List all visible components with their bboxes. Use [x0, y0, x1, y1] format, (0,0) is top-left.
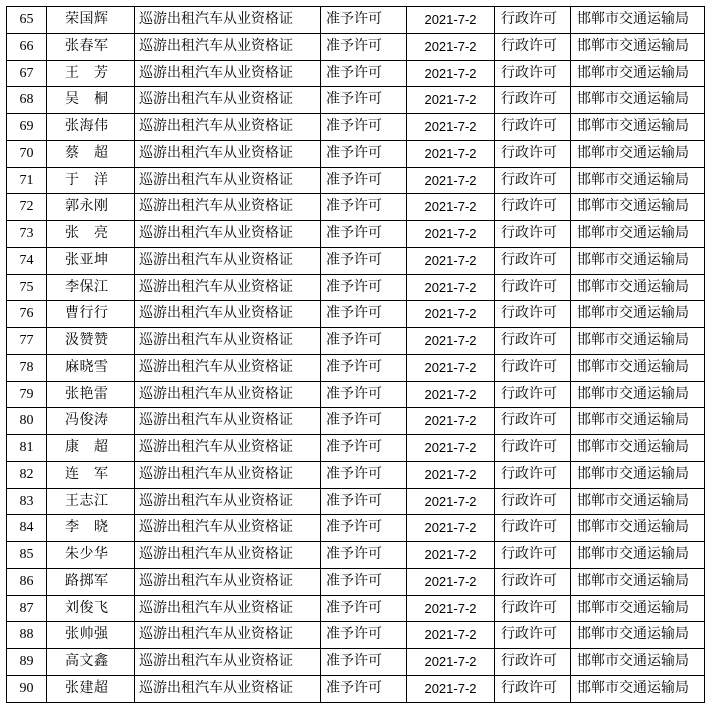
serial-number-cell: 66 [7, 33, 47, 60]
applicant-name-cell: 张建超 [47, 675, 135, 702]
permit-item-cell: 巡游出租汽车从业资格证 [135, 515, 321, 542]
applicant-name-cell: 张帅强 [47, 622, 135, 649]
issuing-authority-cell: 邯郸市交通运输局 [571, 568, 705, 595]
decision-result-cell: 准予许可 [321, 568, 407, 595]
permit-item-cell: 巡游出租汽车从业资格证 [135, 60, 321, 87]
applicant-name-cell: 冯俊涛 [47, 408, 135, 435]
decision-result-cell: 准予许可 [321, 542, 407, 569]
permit-type-cell: 行政许可 [495, 247, 571, 274]
applicant-name-cell: 荣国辉 [47, 7, 135, 34]
issuing-authority-cell: 邯郸市交通运输局 [571, 87, 705, 114]
table-row [7, 515, 705, 542]
permit-item-cell: 巡游出租汽车从业资格证 [135, 114, 321, 141]
table-row [7, 274, 705, 301]
table-row [7, 488, 705, 515]
serial-number-cell: 73 [7, 221, 47, 248]
applicant-name-cell: 路掷军 [47, 568, 135, 595]
permit-type-cell: 行政许可 [495, 408, 571, 435]
issuing-authority-cell: 邯郸市交通运输局 [571, 247, 705, 274]
table-row [7, 140, 705, 167]
serial-number-cell: 85 [7, 542, 47, 569]
applicant-name-cell: 张 亮 [47, 221, 135, 248]
issuing-authority-cell: 邯郸市交通运输局 [571, 675, 705, 702]
permit-item-cell: 巡游出租汽车从业资格证 [135, 194, 321, 221]
permit-item-cell: 巡游出租汽车从业资格证 [135, 675, 321, 702]
decision-date-cell: 2021-7-2 [407, 675, 495, 702]
permit-item-cell: 巡游出租汽车从业资格证 [135, 274, 321, 301]
permit-item-cell: 巡游出租汽车从业资格证 [135, 595, 321, 622]
permit-item-cell: 巡游出租汽车从业资格证 [135, 87, 321, 114]
table-row [7, 675, 705, 702]
permit-table [6, 6, 705, 703]
decision-result-cell: 准予许可 [321, 595, 407, 622]
issuing-authority-cell: 邯郸市交通运输局 [571, 328, 705, 355]
issuing-authority-cell: 邯郸市交通运输局 [571, 515, 705, 542]
serial-number-cell: 69 [7, 114, 47, 141]
permit-type-cell: 行政许可 [495, 328, 571, 355]
permit-type-cell: 行政许可 [495, 515, 571, 542]
decision-result-cell: 准予许可 [321, 60, 407, 87]
decision-result-cell: 准予许可 [321, 194, 407, 221]
decision-result-cell: 准予许可 [321, 221, 407, 248]
table-row [7, 622, 705, 649]
issuing-authority-cell: 邯郸市交通运输局 [571, 649, 705, 676]
decision-date-cell: 2021-7-2 [407, 435, 495, 462]
permit-type-cell: 行政许可 [495, 60, 571, 87]
permit-item-cell: 巡游出租汽车从业资格证 [135, 542, 321, 569]
permit-item-cell: 巡游出租汽车从业资格证 [135, 140, 321, 167]
permit-type-cell: 行政许可 [495, 595, 571, 622]
table-row [7, 7, 705, 34]
applicant-name-cell: 李 晓 [47, 515, 135, 542]
issuing-authority-cell: 邯郸市交通运输局 [571, 301, 705, 328]
table-row [7, 221, 705, 248]
decision-date-cell: 2021-7-2 [407, 381, 495, 408]
serial-number-cell: 83 [7, 488, 47, 515]
decision-date-cell: 2021-7-2 [407, 568, 495, 595]
decision-result-cell: 准予许可 [321, 167, 407, 194]
serial-number-cell: 71 [7, 167, 47, 194]
decision-date-cell: 2021-7-2 [407, 140, 495, 167]
permit-type-cell: 行政许可 [495, 649, 571, 676]
serial-number-cell: 74 [7, 247, 47, 274]
serial-number-cell: 87 [7, 595, 47, 622]
applicant-name-cell: 张春军 [47, 33, 135, 60]
permit-item-cell: 巡游出租汽车从业资格证 [135, 328, 321, 355]
decision-result-cell: 准予许可 [321, 301, 407, 328]
issuing-authority-cell: 邯郸市交通运输局 [571, 381, 705, 408]
permit-type-cell: 行政许可 [495, 221, 571, 248]
decision-date-cell: 2021-7-2 [407, 167, 495, 194]
decision-result-cell: 准予许可 [321, 7, 407, 34]
permit-type-cell: 行政许可 [495, 114, 571, 141]
decision-date-cell: 2021-7-2 [407, 114, 495, 141]
issuing-authority-cell: 邯郸市交通运输局 [571, 435, 705, 462]
issuing-authority-cell: 邯郸市交通运输局 [571, 542, 705, 569]
serial-number-cell: 77 [7, 328, 47, 355]
permit-type-cell: 行政许可 [495, 140, 571, 167]
decision-result-cell: 准予许可 [321, 87, 407, 114]
issuing-authority-cell: 邯郸市交通运输局 [571, 167, 705, 194]
issuing-authority-cell: 邯郸市交通运输局 [571, 33, 705, 60]
decision-date-cell: 2021-7-2 [407, 622, 495, 649]
issuing-authority-cell: 邯郸市交通运输局 [571, 7, 705, 34]
permit-item-cell: 巡游出租汽车从业资格证 [135, 461, 321, 488]
decision-result-cell: 准予许可 [321, 354, 407, 381]
table-body [7, 7, 705, 703]
decision-result-cell: 准予许可 [321, 515, 407, 542]
decision-date-cell: 2021-7-2 [407, 649, 495, 676]
table-row [7, 461, 705, 488]
applicant-name-cell: 刘俊飞 [47, 595, 135, 622]
decision-date-cell: 2021-7-2 [407, 515, 495, 542]
permit-item-cell: 巡游出租汽车从业资格证 [135, 381, 321, 408]
issuing-authority-cell: 邯郸市交通运输局 [571, 60, 705, 87]
permit-type-cell: 行政许可 [495, 461, 571, 488]
decision-result-cell: 准予许可 [321, 408, 407, 435]
permit-item-cell: 巡游出租汽车从业资格证 [135, 435, 321, 462]
serial-number-cell: 84 [7, 515, 47, 542]
issuing-authority-cell: 邯郸市交通运输局 [571, 595, 705, 622]
applicant-name-cell: 李保江 [47, 274, 135, 301]
decision-result-cell: 准予许可 [321, 274, 407, 301]
applicant-name-cell: 张艳雷 [47, 381, 135, 408]
decision-result-cell: 准予许可 [321, 488, 407, 515]
serial-number-cell: 70 [7, 140, 47, 167]
applicant-name-cell: 吴 桐 [47, 87, 135, 114]
table-row [7, 381, 705, 408]
permit-type-cell: 行政许可 [495, 435, 571, 462]
permit-item-cell: 巡游出租汽车从业资格证 [135, 568, 321, 595]
serial-number-cell: 90 [7, 675, 47, 702]
decision-result-cell: 准予许可 [321, 33, 407, 60]
decision-date-cell: 2021-7-2 [407, 87, 495, 114]
decision-date-cell: 2021-7-2 [407, 7, 495, 34]
permit-item-cell: 巡游出租汽车从业资格证 [135, 649, 321, 676]
table-row [7, 194, 705, 221]
applicant-name-cell: 朱少华 [47, 542, 135, 569]
serial-number-cell: 68 [7, 87, 47, 114]
permit-type-cell: 行政许可 [495, 488, 571, 515]
issuing-authority-cell: 邯郸市交通运输局 [571, 408, 705, 435]
decision-date-cell: 2021-7-2 [407, 354, 495, 381]
issuing-authority-cell: 邯郸市交通运输局 [571, 488, 705, 515]
permit-type-cell: 行政许可 [495, 7, 571, 34]
decision-result-cell: 准予许可 [321, 328, 407, 355]
decision-date-cell: 2021-7-2 [407, 328, 495, 355]
table-row [7, 114, 705, 141]
decision-date-cell: 2021-7-2 [407, 542, 495, 569]
serial-number-cell: 79 [7, 381, 47, 408]
serial-number-cell: 75 [7, 274, 47, 301]
decision-date-cell: 2021-7-2 [407, 33, 495, 60]
permit-item-cell: 巡游出租汽车从业资格证 [135, 247, 321, 274]
decision-date-cell: 2021-7-2 [407, 194, 495, 221]
permit-type-cell: 行政许可 [495, 301, 571, 328]
decision-date-cell: 2021-7-2 [407, 301, 495, 328]
serial-number-cell: 88 [7, 622, 47, 649]
table-row [7, 568, 705, 595]
serial-number-cell: 86 [7, 568, 47, 595]
table-row [7, 167, 705, 194]
table-row [7, 595, 705, 622]
applicant-name-cell: 曹行行 [47, 301, 135, 328]
decision-date-cell: 2021-7-2 [407, 408, 495, 435]
applicant-name-cell: 高文鑫 [47, 649, 135, 676]
applicant-name-cell: 蔡 超 [47, 140, 135, 167]
applicant-name-cell: 连 军 [47, 461, 135, 488]
permit-type-cell: 行政许可 [495, 274, 571, 301]
permit-type-cell: 行政许可 [495, 194, 571, 221]
table-row [7, 649, 705, 676]
decision-result-cell: 准予许可 [321, 114, 407, 141]
decision-date-cell: 2021-7-2 [407, 488, 495, 515]
decision-result-cell: 准予许可 [321, 461, 407, 488]
decision-result-cell: 准予许可 [321, 675, 407, 702]
applicant-name-cell: 王志江 [47, 488, 135, 515]
serial-number-cell: 78 [7, 354, 47, 381]
permit-type-cell: 行政许可 [495, 33, 571, 60]
table-row [7, 354, 705, 381]
permit-type-cell: 行政许可 [495, 675, 571, 702]
table-row [7, 542, 705, 569]
permit-type-cell: 行政许可 [495, 622, 571, 649]
issuing-authority-cell: 邯郸市交通运输局 [571, 622, 705, 649]
table-row [7, 328, 705, 355]
decision-result-cell: 准予许可 [321, 247, 407, 274]
permit-item-cell: 巡游出租汽车从业资格证 [135, 408, 321, 435]
issuing-authority-cell: 邯郸市交通运输局 [571, 354, 705, 381]
table-row [7, 408, 705, 435]
serial-number-cell: 82 [7, 461, 47, 488]
applicant-name-cell: 康 超 [47, 435, 135, 462]
applicant-name-cell: 汲赞赞 [47, 328, 135, 355]
decision-date-cell: 2021-7-2 [407, 274, 495, 301]
decision-date-cell: 2021-7-2 [407, 247, 495, 274]
decision-result-cell: 准予许可 [321, 622, 407, 649]
serial-number-cell: 72 [7, 194, 47, 221]
decision-result-cell: 准予许可 [321, 140, 407, 167]
serial-number-cell: 80 [7, 408, 47, 435]
table-row [7, 87, 705, 114]
issuing-authority-cell: 邯郸市交通运输局 [571, 461, 705, 488]
applicant-name-cell: 张海伟 [47, 114, 135, 141]
applicant-name-cell: 于 洋 [47, 167, 135, 194]
applicant-name-cell: 郭永刚 [47, 194, 135, 221]
permit-item-cell: 巡游出租汽车从业资格证 [135, 167, 321, 194]
permit-type-cell: 行政许可 [495, 354, 571, 381]
permit-type-cell: 行政许可 [495, 568, 571, 595]
decision-result-cell: 准予许可 [321, 649, 407, 676]
permit-item-cell: 巡游出租汽车从业资格证 [135, 354, 321, 381]
decision-result-cell: 准予许可 [321, 435, 407, 462]
serial-number-cell: 89 [7, 649, 47, 676]
permit-type-cell: 行政许可 [495, 87, 571, 114]
applicant-name-cell: 王 芳 [47, 60, 135, 87]
table-row [7, 247, 705, 274]
table-row [7, 33, 705, 60]
issuing-authority-cell: 邯郸市交通运输局 [571, 221, 705, 248]
permit-item-cell: 巡游出租汽车从业资格证 [135, 488, 321, 515]
serial-number-cell: 67 [7, 60, 47, 87]
table-row [7, 301, 705, 328]
applicant-name-cell: 麻晓雪 [47, 354, 135, 381]
permit-type-cell: 行政许可 [495, 167, 571, 194]
permit-type-cell: 行政许可 [495, 381, 571, 408]
issuing-authority-cell: 邯郸市交通运输局 [571, 140, 705, 167]
applicant-name-cell: 张亚坤 [47, 247, 135, 274]
decision-date-cell: 2021-7-2 [407, 60, 495, 87]
permit-item-cell: 巡游出租汽车从业资格证 [135, 221, 321, 248]
permit-item-cell: 巡游出租汽车从业资格证 [135, 622, 321, 649]
decision-date-cell: 2021-7-2 [407, 595, 495, 622]
permit-item-cell: 巡游出租汽车从业资格证 [135, 301, 321, 328]
serial-number-cell: 76 [7, 301, 47, 328]
issuing-authority-cell: 邯郸市交通运输局 [571, 274, 705, 301]
decision-date-cell: 2021-7-2 [407, 221, 495, 248]
issuing-authority-cell: 邯郸市交通运输局 [571, 114, 705, 141]
serial-number-cell: 81 [7, 435, 47, 462]
permit-item-cell: 巡游出租汽车从业资格证 [135, 7, 321, 34]
permit-item-cell: 巡游出租汽车从业资格证 [135, 33, 321, 60]
decision-result-cell: 准予许可 [321, 381, 407, 408]
serial-number-cell: 65 [7, 7, 47, 34]
table-row [7, 435, 705, 462]
permit-type-cell: 行政许可 [495, 542, 571, 569]
decision-date-cell: 2021-7-2 [407, 461, 495, 488]
issuing-authority-cell: 邯郸市交通运输局 [571, 194, 705, 221]
table-row [7, 60, 705, 87]
